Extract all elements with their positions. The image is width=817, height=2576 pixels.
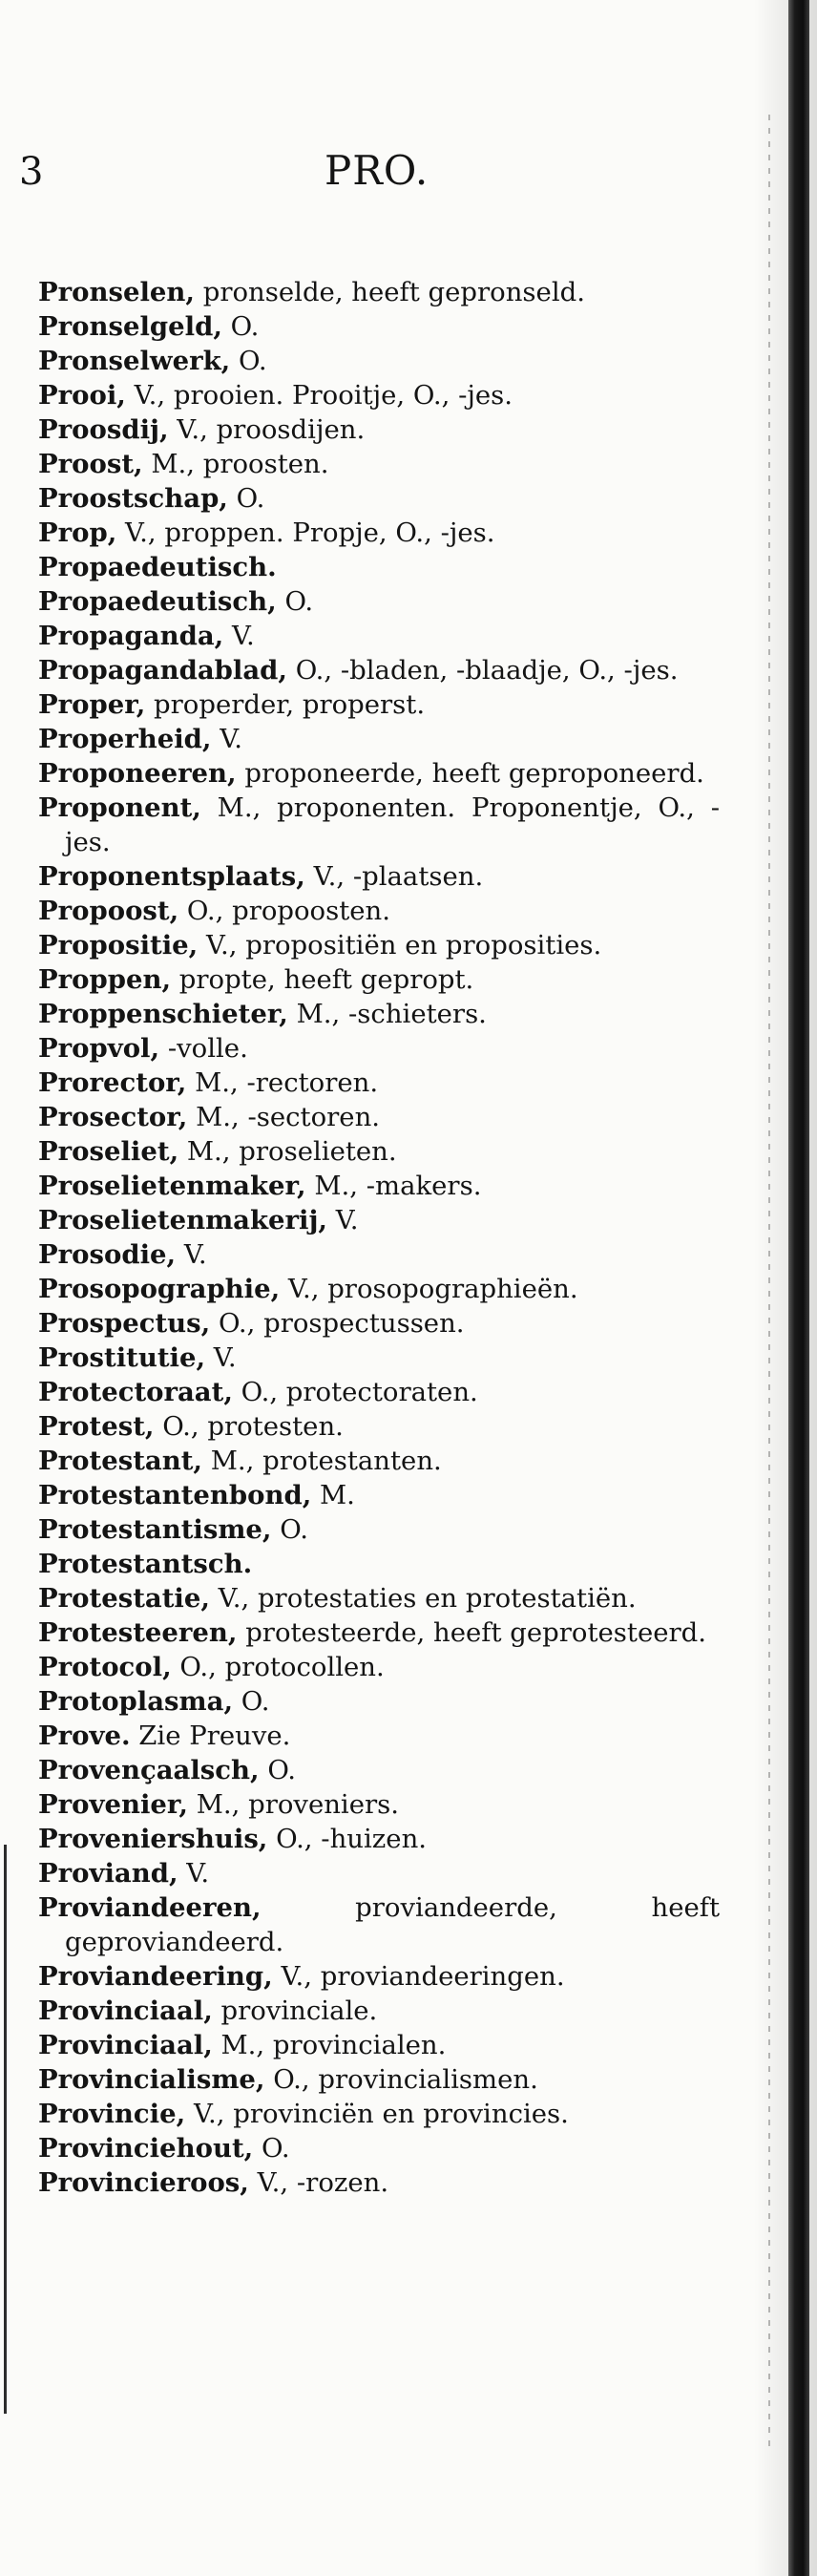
- entry-definition: M.: [311, 1480, 355, 1510]
- dictionary-entry: [38, 1581, 720, 1615]
- binding-hairline: [768, 115, 770, 2454]
- entry-headword: Prosector,: [38, 1102, 188, 1132]
- entry-definition: V.: [223, 621, 255, 651]
- page-number: 3: [19, 150, 44, 194]
- entry-definition: V.: [211, 724, 243, 754]
- dictionary-entry: [38, 1478, 720, 1512]
- entry-definition: Zie Preuve.: [130, 1721, 291, 1751]
- entry-headword: Protestant,: [38, 1446, 202, 1476]
- entry-definition: O., -huizen.: [267, 1824, 428, 1854]
- entry-headword: Prospectus,: [38, 1308, 211, 1339]
- entry-headword: Provenier,: [38, 1789, 188, 1820]
- entry-headword: Provincie,: [38, 2099, 186, 2129]
- dictionary-entry: [38, 481, 720, 516]
- dictionary-entry: [38, 378, 720, 412]
- entry-headword: Protestatie,: [38, 1583, 210, 1614]
- entry-headword: Proosdij,: [38, 414, 169, 445]
- entry-definition: -volle.: [159, 1033, 248, 1064]
- dictionary-entry: [38, 1822, 720, 1856]
- entry-definition: O., protectoraten.: [232, 1377, 478, 1407]
- entry-definition: V.: [327, 1205, 359, 1235]
- dictionary-entry: [38, 1444, 720, 1478]
- entry-definition: O., provincialismen.: [264, 2064, 538, 2095]
- entry-definition: O., protocollen.: [171, 1652, 385, 1682]
- entry-definition: M., proosten.: [142, 449, 329, 479]
- entry-definition: V., propositiën en proposities.: [198, 930, 602, 961]
- dictionary-entry: [38, 1512, 720, 1547]
- entry-headword: Propaedeutisch.: [38, 552, 277, 582]
- entry-definition: protesteerde, heeft geprotesteerd.: [237, 1617, 706, 1648]
- dictionary-entry: [38, 1306, 720, 1341]
- entry-headword: Protestantsch.: [38, 1549, 253, 1579]
- entry-headword: Prosopographie,: [38, 1274, 281, 1304]
- dictionary-entry: [38, 344, 720, 378]
- entry-definition: O., prospectussen.: [210, 1308, 465, 1339]
- entry-definition: V., proviandeeringen.: [272, 1961, 565, 1992]
- entry-definition: O.: [221, 311, 260, 342]
- entry-headword: Proselietenmakerij,: [38, 1205, 327, 1235]
- dictionary-entry: [38, 997, 720, 1031]
- dictionary-entry: [38, 859, 720, 894]
- entry-definition: V., proosdijen.: [168, 414, 366, 445]
- entry-headword: Protesteeren,: [38, 1617, 238, 1648]
- entry-headword: Proponentsplaats,: [38, 861, 305, 892]
- dictionary-entry: [38, 2097, 720, 2131]
- dictionary-entry: [38, 584, 720, 619]
- entry-definition: M., provincialen.: [212, 2030, 447, 2060]
- dictionary-entry: [38, 447, 720, 481]
- entry-definition: M., -sectoren.: [187, 1102, 381, 1132]
- dictionary-entry: [38, 1719, 720, 1753]
- dictionary-entry: [38, 1684, 720, 1719]
- entry-definition: M., -schieters.: [287, 999, 487, 1029]
- entry-headword: Prosodie,: [38, 1239, 177, 1270]
- entry-definition: M., proselieten.: [178, 1136, 397, 1167]
- entry-headword: Provincialisme,: [38, 2064, 265, 2095]
- entry-headword: Proponeeren,: [38, 758, 237, 789]
- entry-definition: V., proppen. Propje, O., -jes.: [116, 517, 495, 548]
- dictionary-entry: [38, 1100, 720, 1134]
- dictionary-entry: [38, 1856, 720, 1890]
- book-binding-edge: [788, 0, 809, 2576]
- dictionary-entry: [38, 619, 720, 653]
- dictionary-entry: [38, 1959, 720, 1994]
- entry-definition: M., -makers.: [305, 1171, 482, 1201]
- entry-headword: Protectoraat,: [38, 1377, 233, 1407]
- entry-definition: propte, heeft gepropt.: [171, 964, 474, 995]
- entry-definition: O., -bladen, -blaadje, O., -jes.: [286, 655, 679, 686]
- entry-definition: M., -rectoren.: [186, 1067, 379, 1098]
- entry-definition: O.: [227, 483, 265, 514]
- dictionary-entry: [38, 275, 720, 309]
- margin-mark-line: [4, 1845, 7, 2414]
- dictionary-entry: [38, 928, 720, 962]
- entry-headword: Prooi,: [38, 380, 126, 411]
- dictionary-entry: [38, 2131, 720, 2165]
- dictionary-entry: [38, 1890, 720, 1959]
- entry-headword: Proostschap,: [38, 483, 228, 514]
- dictionary-entry: [38, 653, 720, 687]
- dictionary-entry: [38, 1375, 720, 1409]
- entry-headword: Provençaalsch,: [38, 1755, 260, 1785]
- entry-definition: V.: [205, 1342, 237, 1373]
- dictionary-entry: [38, 687, 720, 722]
- dictionary-entry: [38, 2165, 720, 2200]
- dictionary-entry: [38, 722, 720, 756]
- dictionary-entry: [38, 1169, 720, 1203]
- entry-headword: Prostitutie,: [38, 1342, 206, 1373]
- entry-definition: V.: [176, 1239, 207, 1270]
- dictionary-entry: [38, 756, 720, 791]
- entry-definition: pronselde, heeft gepronseld.: [195, 277, 585, 307]
- entry-headword: Proviand,: [38, 1858, 178, 1889]
- entry-headword: Propaganda,: [38, 621, 224, 651]
- dictionary-entry: [38, 1203, 720, 1237]
- entry-definition: provinciale.: [212, 1995, 378, 2026]
- dictionary-entry: [38, 962, 720, 997]
- entry-headword: Propositie,: [38, 930, 199, 961]
- entry-headword: Propaedeutisch,: [38, 586, 277, 617]
- entry-headword: Protoplasma,: [38, 1686, 234, 1717]
- entry-headword: Provincieroos,: [38, 2167, 249, 2198]
- entry-definition: O.: [253, 2133, 290, 2164]
- entry-headword: Proviandeeren,: [38, 1892, 262, 1923]
- entry-definition: O.: [233, 1686, 270, 1717]
- entry-headword: Proppen,: [38, 964, 172, 995]
- entry-definition: M., proponenten. Proponentje, O., -jes.: [65, 792, 720, 857]
- entry-headword: Provinciaal,: [38, 2030, 213, 2060]
- entry-headword: Prove.: [38, 1721, 131, 1751]
- entry-headword: Proost,: [38, 449, 143, 479]
- entry-definition: V., provinciën en provincies.: [185, 2099, 569, 2129]
- entry-definition: V., protestaties en protestatiën.: [209, 1583, 637, 1614]
- dictionary-entry: [38, 894, 720, 928]
- entry-headword: Protestantenbond,: [38, 1480, 312, 1510]
- entry-headword: Provinciehout,: [38, 2133, 254, 2164]
- dictionary-entry: [38, 1272, 720, 1306]
- entry-definition: properder, properst.: [145, 689, 426, 720]
- page-header: PRO.: [325, 147, 429, 194]
- dictionary-entry: [38, 1787, 720, 1822]
- dictionary-entry: [38, 1753, 720, 1787]
- dictionary-entry: [38, 412, 720, 447]
- entry-definition: V., prooien. Prooitje, O., -jes.: [125, 380, 513, 411]
- entry-headword: Provinciaal,: [38, 1995, 213, 2026]
- entry-headword: Prorector,: [38, 1067, 187, 1098]
- entry-definition: V., -plaatsen.: [304, 861, 484, 892]
- entry-headword: Propoost,: [38, 896, 179, 926]
- entry-headword: Prop,: [38, 517, 117, 548]
- entry-headword: Propagandablad,: [38, 655, 287, 686]
- entry-headword: Proseliet,: [38, 1136, 179, 1167]
- entry-definition: V., prosopographieën.: [280, 1274, 578, 1304]
- entry-definition: V., -rozen.: [248, 2167, 389, 2198]
- dictionary-entry: [38, 1994, 720, 2028]
- entry-headword: Proponent,: [38, 792, 201, 823]
- entry-headword: Proveniershuis,: [38, 1824, 268, 1854]
- dictionary-entry: [38, 309, 720, 344]
- dictionary-entry: [38, 1031, 720, 1066]
- dictionary-entry: [38, 1615, 720, 1650]
- entry-headword: Properheid,: [38, 724, 212, 754]
- entry-headword: Proviandeering,: [38, 1961, 273, 1992]
- entry-definition: M., protestanten.: [201, 1446, 442, 1476]
- entry-definition: O.: [271, 1514, 308, 1545]
- entry-headword: Propvol,: [38, 1033, 160, 1064]
- entry-definition: O.: [230, 346, 267, 376]
- dictionary-entry: [38, 2028, 720, 2062]
- dictionary-entry: [38, 1409, 720, 1444]
- dictionary-entry: [38, 1066, 720, 1100]
- entry-headword: Pronselgeld,: [38, 311, 222, 342]
- entry-definition: O., protesten.: [154, 1411, 344, 1442]
- entry-headword: Proselietenmaker,: [38, 1171, 306, 1201]
- entry-definition: proponeerde, heeft geproponeerd.: [236, 758, 704, 789]
- entry-headword: Protestantisme,: [38, 1514, 272, 1545]
- entry-definition: V.: [178, 1858, 210, 1889]
- entry-headword: Pronselen,: [38, 277, 195, 307]
- entry-definition: M., proveniers.: [187, 1789, 400, 1820]
- dictionary-entry: [38, 550, 720, 584]
- entry-headword: Proppenschieter,: [38, 999, 288, 1029]
- dictionary-entry: [38, 516, 720, 550]
- dictionary-entry: [38, 2062, 720, 2097]
- entry-headword: Protest,: [38, 1411, 155, 1442]
- dictionary-entry: [38, 1341, 720, 1375]
- dictionary-entry: [38, 1134, 720, 1169]
- dictionary-entry: [38, 1547, 720, 1581]
- entry-definition: O., propoosten.: [178, 896, 391, 926]
- entry-headword: Pronselwerk,: [38, 346, 231, 376]
- entry-list: [38, 275, 720, 2200]
- dictionary-entry: [38, 1650, 720, 1684]
- dictionary-entry: [38, 791, 720, 859]
- entry-definition: O.: [259, 1755, 297, 1785]
- entry-definition: proviandeerde, heeft geproviandeerd.: [65, 1892, 720, 1957]
- entry-definition: O.: [276, 586, 314, 617]
- dictionary-entry: [38, 1237, 720, 1272]
- entry-headword: Proper,: [38, 689, 146, 720]
- entry-headword: Protocol,: [38, 1652, 172, 1682]
